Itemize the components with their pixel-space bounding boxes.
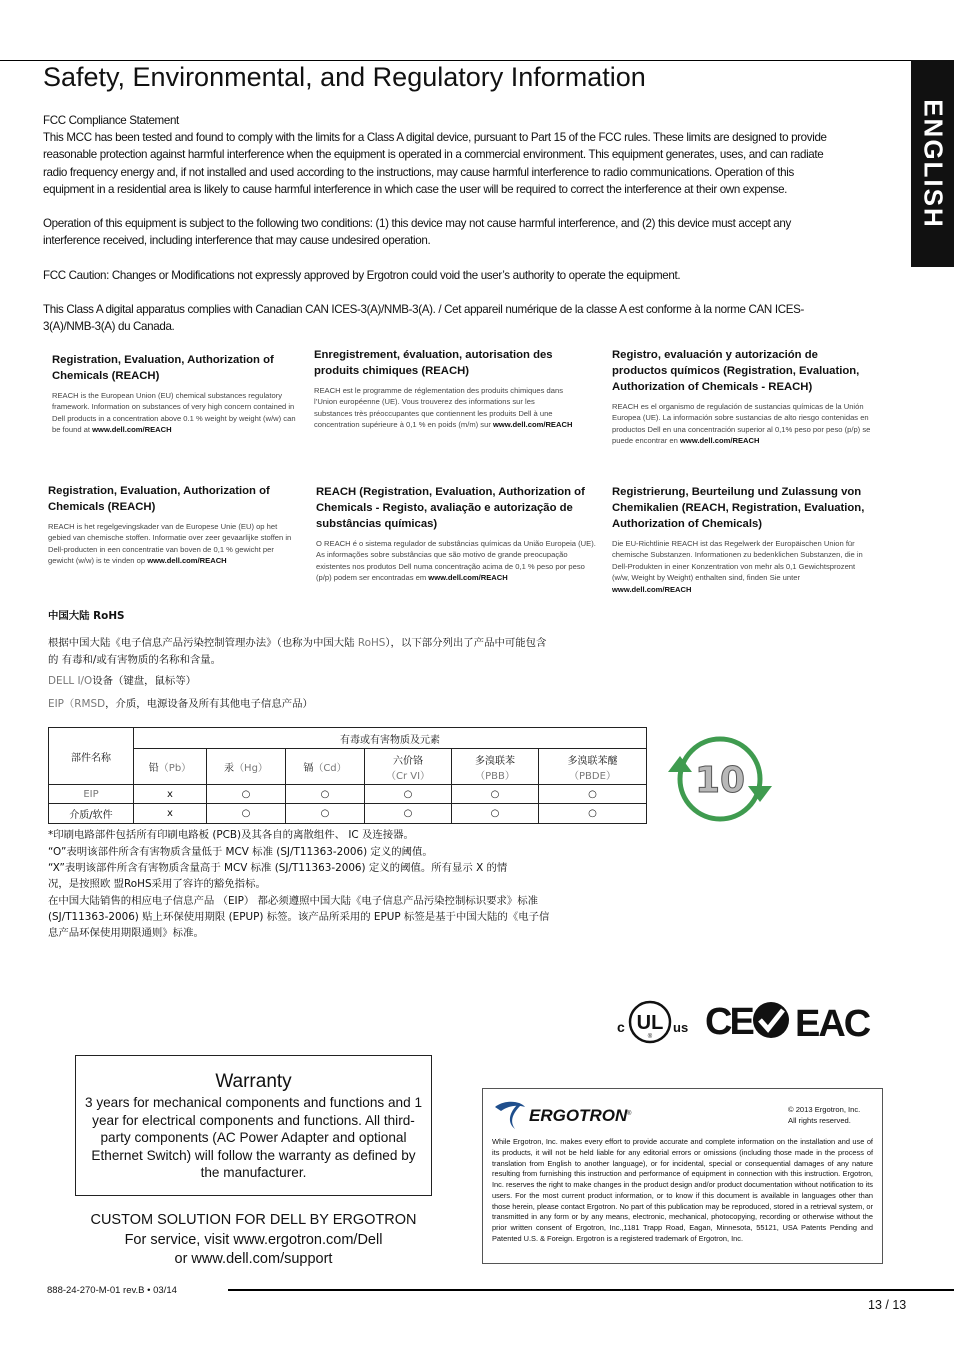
footer-rule	[228, 1289, 954, 1291]
reach-body: REACH es el organismo de regulación de sustancias químicas de la Unión Europea (UE). La información sobre sustancias de alto riesgo contenidas en productos Dell en una concentración superior al 0,1% peso por peso (p/p) se puede encontrar en www.dell.com/REACH	[612, 402, 871, 446]
column-header: 六价铬 （Cr VI）	[365, 749, 452, 785]
reach-block-pt	[316, 484, 596, 584]
reach-heading: Registrierung, Beurteilung und Zulassung von Chemikalien (REACH, Registration, Evaluation, Authorization of Chemicals)	[612, 486, 865, 530]
table-cell: ○	[207, 785, 286, 804]
reach-link[interactable]: www.dell.com/REACH	[92, 425, 172, 435]
column-header: 汞（Hg）	[207, 749, 286, 785]
warranty-text: 3 years for mechanical components and functions and 1 year for electrical components and functions. All third-party components (AC Power Adapter and optional Ethernet Switch) will follow the warranty as defined by the manufacturer.	[84, 1095, 423, 1180]
substances-header: 有毒或有害物质及元素	[134, 728, 647, 749]
ergotron-logo	[491, 1097, 651, 1131]
reach-heading: Enregistrement, évaluation, autorisation des produits chimiques (REACH)	[314, 349, 553, 377]
component-header: 部件名称	[49, 728, 134, 785]
warranty-box	[75, 1055, 432, 1196]
rohs-note: *印刷电路部件包括所有印刷电路板 (PCB)及其各自的离散组件、 IC 及连接器。	[48, 829, 414, 841]
reach-block-fr	[314, 347, 574, 431]
table-row	[49, 804, 647, 824]
service-link-ergotron[interactable]: For service, visit www.ergotron.com/Dell	[124, 1231, 383, 1248]
reach-block-en	[52, 352, 297, 436]
eip-line: EIP（RMSD，介质，电源设备及所有其他电子信息产品）	[48, 698, 313, 710]
ergotron-logo-text: ERGOTRON	[529, 1106, 628, 1125]
row-label: 介质/软件	[49, 804, 134, 824]
rohs-note: “X”表明该部件所含有害物质含量高于 MCV 标准 (SJ/T11363-2006) 定义的阈值。所有显示 X 的情	[48, 862, 508, 874]
ul-text: UL	[636, 1012, 664, 1034]
table-cell: x	[134, 785, 207, 804]
reach-heading: Registration, Evaluation, Authorization of Chemicals (REACH)	[48, 485, 270, 513]
ul-c-text: c	[617, 1019, 625, 1035]
language-tab	[911, 60, 954, 267]
reach-link[interactable]: www.dell.com/REACH	[492, 420, 573, 430]
certification-marks	[615, 996, 870, 1046]
table-row	[49, 785, 647, 804]
column-header: 镉（Cd）	[286, 749, 365, 785]
epup-number: 10	[694, 760, 746, 801]
custom-solution-title: CUSTOM SOLUTION FOR DELL BY ERGOTRON	[90, 1212, 417, 1228]
rcm-check-circle	[753, 1002, 789, 1038]
table-cell: ○	[452, 804, 539, 824]
ergotron-swoosh-icon	[495, 1102, 525, 1111]
fcc-caution: FCC Caution: Changes or Modifications not expressly approved by Ergotron could void the user’s authority to operate the equipment.	[43, 269, 681, 282]
warranty-title: Warranty	[215, 1071, 292, 1092]
reach-link[interactable]: www.dell.com/REACH	[147, 556, 227, 566]
page-number: 13 / 13	[868, 1298, 907, 1312]
reach-block-es	[612, 347, 874, 447]
table-cell: ○	[539, 785, 647, 804]
reach-body: REACH est le programme de réglementation des produits chimiques dans l’Union européenne (UE). Vous trouverez des informations sur les substances très préoccupantes que contiennent les produits Dell à une concentration supérieure à 0,1 % en poids (m/m) sur www.dell.com/REACH	[314, 386, 573, 430]
column-header: 多溴联苯 （PBB）	[452, 749, 539, 785]
hazardous-substances-table	[48, 727, 647, 824]
reach-body: REACH is the European Union (EU) chemical substances regulatory framework. Information on substances of very high concern contained in Dell products in a concentration above 0.1 % weight by weight (w/w) can be found at www.dell.com/REACH	[52, 391, 296, 435]
epup-10-logo	[668, 734, 772, 824]
table-cell: ○	[365, 804, 452, 824]
reach-block-nl	[48, 483, 293, 567]
service-link-dell[interactable]: or www.dell.com/support	[174, 1251, 333, 1267]
reach-body: Die EU-Richtlinie REACH ist das Regelwerk der Europäischen Union für chemische Substanzen. Informationen zu bedenklichen Substanzen, die in Dell-Produkten in einer Konzentration von mehr als 0,1 Gewichtsprozent (w/w, Weight by Weight) enthalten sind, finden Sie unter www.dell.com/REACH	[612, 539, 863, 594]
reach-link[interactable]: www.dell.com/REACH	[680, 436, 760, 446]
table-cell: ○	[286, 804, 365, 824]
table-cell: ○	[286, 785, 365, 804]
china-rohs-intro-line-2: 的 有毒和/或有害物质的名称和含量。	[48, 654, 222, 666]
ergotron-copyright: © 2013 Ergotron, Inc. All rights reserved.	[788, 1105, 861, 1125]
table-cell: ○	[452, 785, 539, 804]
reach-link[interactable]: www.dell.com/REACH	[428, 573, 508, 583]
reach-body: REACH is het regelgevingskader van de Europese Unie (EU) op het gebied van chemische stoffen. Informatie over zeer gevaarlijke stoffen in Dell-producten in een concentratie van boven de 0,1 % gewicht per gewicht (w/w) is te vinden op www.dell.com/REACH	[48, 522, 292, 566]
language-tab-label: ENGLISH	[918, 98, 948, 229]
dell-io-line: DELL I/O设备（键盘，鼠标等）	[48, 675, 197, 687]
reach-body: O REACH é o sistema regulador de substâncias químicas da União Europeia (UE). As informações sobre substâncias que são motivo de grande preocupação existentes nos produtos Dell numa concentração acima de 0,1 % peso por peso (p/p) podem ser encontradas em www.dell.com/REACH	[316, 539, 596, 583]
header-rule	[0, 60, 911, 61]
row-label: EIP	[49, 785, 134, 804]
rohs-note: (SJ/T11363-2006) 贴上环保使用期限 (EPUP) 标签。该产品所采用的 EPUP 标签是基于中国大陆的《电子信	[48, 911, 550, 923]
ce-mark: CE	[705, 1001, 752, 1043]
custom-solution-block	[75, 1211, 432, 1270]
fcc-paragraph-2: Operation of this equipment is subject to the following two conditions: (1) this device may not cause harmful interference, and (2) this device must accept any interference received, including interference that may cause undesired operation.	[43, 217, 791, 248]
ergotron-legal-box	[482, 1088, 883, 1264]
table-cell: ○	[207, 804, 286, 824]
reach-heading: Registro, evaluación y autorización de productos químicos (Registration, Evaluation, Authorization of Chemicals - REACH)	[612, 349, 860, 393]
ergotron-disclaimer: While Ergotron, Inc. makes every effort to provide accurate and complete information on the installation and use of its products, it will not be held liable for any editorial errors or omissions (including those made in the process of translation from English to another language), or for incidental, special or consequential damages of any nature resulting from furnishing this instruction and performance of equipment in connection with this instruction. Ergotron, Inc. reserves the right to make changes in the product design and/or product documentation without notification to its users. For the most current product information, or to know if this document is available in languages other than those herein, please contact Ergotron. No part of this publication may be reproduced, stored in a retrieval system, or transmitted in any form or by any means, electronic, mechanical, photocopying, recording or otherwise without the prior written consent of Ergotron, Inc.,1181 Trapp Road, Eagan, Minnesota, 55121, USA Patents Pending and Patented U.S. & Foreign. Ergotron is a registered trademark of Ergotron, Inc.	[492, 1137, 873, 1243]
ergotron-registered: ®	[627, 1111, 632, 1117]
ul-registered: ®	[647, 1034, 653, 1040]
rohs-note: 息产品环保使用期限通则》标准。	[48, 927, 204, 939]
rohs-note: “O”表明该部件所含有害物质含量低于 MCV 标准 (SJ/T11363-2006) 定义的阈值。	[48, 846, 433, 858]
fcc-heading: FCC Compliance Statement	[43, 114, 179, 127]
ul-us-text: us	[673, 1020, 689, 1035]
reach-heading: Registration, Evaluation, Authorization of Chemicals (REACH)	[52, 354, 274, 382]
canada-ices-statement: This Class A digital apparatus complies with Canadian CAN ICES-3(A)/NMB-3(A). / Cet appareil numérique de la classe A est conforme à la norme CAN ICES-3(A)/NMB-3(A) du Canada.	[43, 303, 804, 334]
page-title: Safety, Environmental, and Regulatory Information	[43, 62, 646, 92]
column-header: 铅（Pb）	[134, 749, 207, 785]
reach-heading: REACH (Registration, Evaluation, Authorization of Chemicals - Registo, avaliação e autorização de substâncias químicas)	[316, 486, 585, 530]
eac-mark: EAC	[795, 1003, 870, 1045]
reach-link[interactable]: www.dell.com/REACH	[612, 584, 692, 594]
table-cell: ○	[539, 804, 647, 824]
document-number: 888-24-270-M-01 rev.B • 03/14	[47, 1285, 177, 1296]
fcc-section	[43, 112, 843, 198]
fcc-paragraph-1: This MCC has been tested and found to comply with the limits for a Class A digital device, pursuant to Part 15 of the FCC rules. These limits are designed to provide reasonable protection against harmful interference when the equipment is operated in a commercial environment. This equipment generates, uses, and can radiate radio frequency energy and, if not installed and used according to the instructions, may cause harmful interference to radio communications. Operation of this equipment in a residential area is likely to cause harmful interference in which case the user will be required to correct the interference at their own expense.	[43, 131, 827, 196]
china-rohs-intro-line-1: 根据中国大陆《电子信息产品污染控制管理办法》（也称为中国大陆 RoHS），以下部分列出了产品中可能包含	[48, 637, 547, 649]
reach-block-de	[612, 484, 874, 595]
column-header: 多溴联苯醚 （PBDE）	[539, 749, 647, 785]
rohs-note: 在中国大陆销售的相应电子信息产品 （EIP） 都必须遵照中国大陆《电子信息产品污染控制标识要求》标准	[48, 895, 539, 907]
china-rohs-heading: 中国大陆 RoHS	[48, 610, 125, 622]
rohs-note: 况，是按照欧 盟RoHS采用了容许的豁免指标。	[48, 878, 266, 890]
table-cell: ○	[365, 785, 452, 804]
table-cell: x	[134, 804, 207, 824]
